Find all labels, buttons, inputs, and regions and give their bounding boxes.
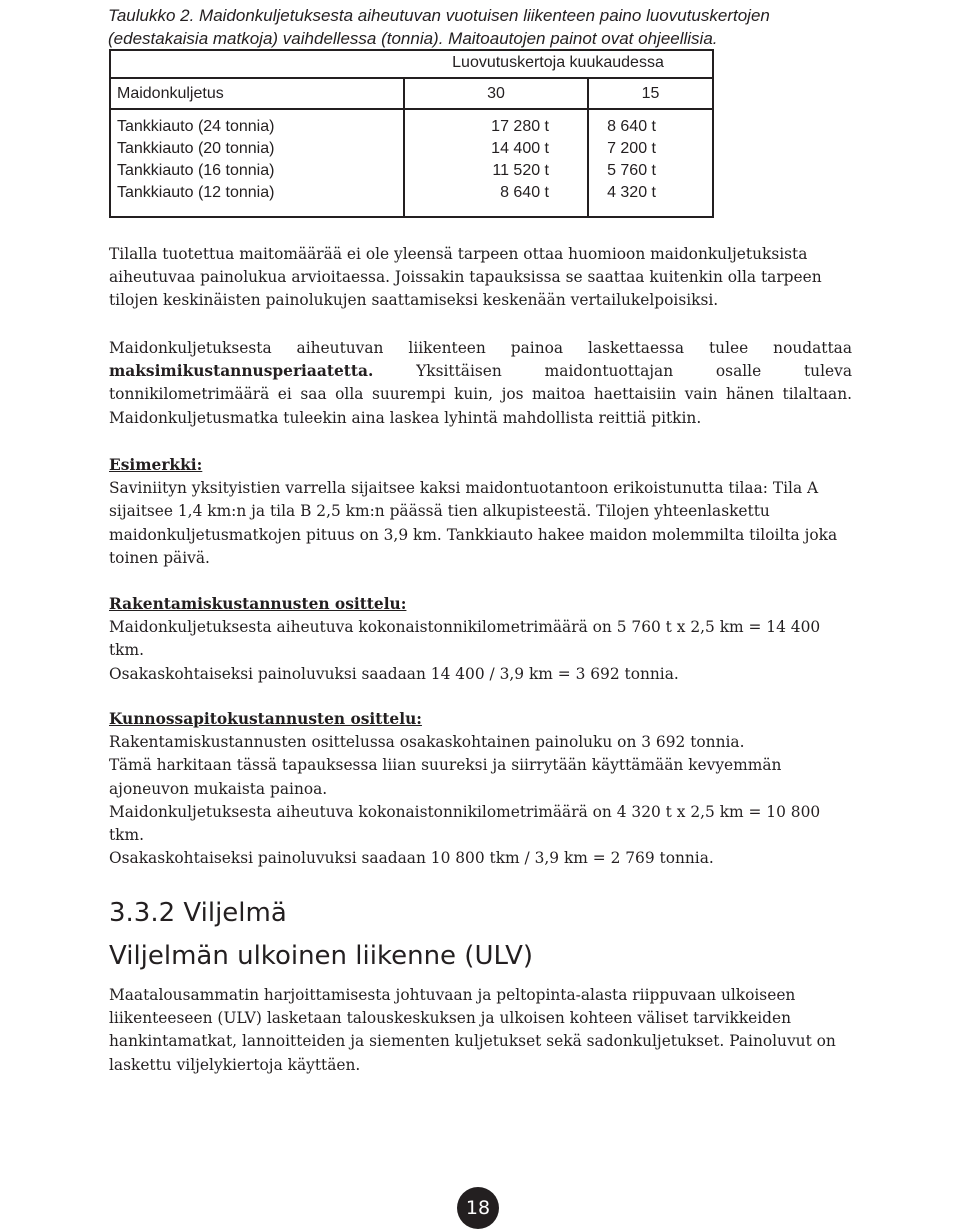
example-text: Saviniityn yksityistien varrella sijaitsee kaksi maidontuotantoon erikoistunutta tilaa: Tila A sijaitsee 1,4 km:n ja tila B 2,5 km:n päässä tien alkupisteestä. Tilojen yhteenlaskettu maidonkuljetusmatkojen pituus on 3,9 km. Tankkiauto hakee maidon molemmilta tiloilta joka toinen päivä. — [109, 479, 838, 567]
table-cell: 8 640 t — [588, 109, 712, 138]
table-cell: Tankkiauto (20 tonnia) — [117, 140, 275, 157]
column-header: Maidonkuljetus — [109, 78, 404, 109]
construction-line: Maidonkuljetuksesta aiheutuva kokonaistonnikilometrimäärä on 5 760 t x 2,5 km = 14 400 tkm. — [109, 618, 821, 660]
table-cell: 7 200 t — [607, 140, 656, 157]
table-row — [109, 138, 712, 160]
construction-section — [109, 593, 852, 686]
construction-heading: Rakentamiskustannusten osittelu: — [109, 595, 407, 613]
table-group-header-row — [109, 49, 712, 78]
table-cell: 14 400 t — [404, 138, 588, 160]
table-cell: 11 520 t — [404, 160, 588, 182]
page-number: 18 — [457, 1187, 499, 1229]
table-row — [109, 160, 712, 182]
bold-term: maksimikustannusperiaatetta. — [109, 362, 374, 381]
maintenance-line: Tämä harkitaan tässä tapauksessa liian suureksi ja siirrytään käyttämään kevyemmän ajoneuvon mukaista painoa. — [109, 756, 782, 798]
maintenance-line: Maidonkuljetuksesta aiheutuva kokonaistonnikilometrimäärä on 4 320 t x 2,5 km = 10 800 tkm. — [109, 802, 821, 845]
weights-table — [109, 49, 712, 218]
table-row — [109, 109, 712, 138]
section-subheading: Viljelmän ulkoinen liikenne (ULV) — [109, 941, 534, 971]
example-heading: Esimerkki: — [109, 456, 203, 474]
column-header: 15 — [588, 78, 712, 109]
section-heading: 3.3.2 Viljelmä — [109, 898, 287, 928]
table-caption: Taulukko 2. Maidonkuljetuksesta aiheutuvan vuotuisen liikenteen paino luovutuskertojen (edestakaisia matkoja) vaihdellessa (tonnia). Maitoautojen painot ovat ohjeellisia. — [108, 6, 770, 48]
table-cell: Tankkiauto (24 tonnia) — [109, 109, 404, 138]
table-cell: 8 640 t — [404, 182, 588, 204]
paragraph-weight-note: Tilalla tuotettua maitomäärää ei ole yleensä tarpeen ottaa huomioon maidonkuljetuksista aiheutuvaa painolukua arvioitaessa. Joissakin tapauksissa se saattaa kuitenkin olla tarpeen tilojen keskinäisten painolukujen saattamiseksi keskenään vertailukelpoisiksi. — [109, 245, 822, 310]
maintenance-heading: Kunnossapitokustannusten osittelu: — [109, 710, 422, 728]
paragraph-max-cost-principle: Maidonkuljetuksesta aiheutuvan liikenteen painoa laskettaessa tulee noudattaa maksimikustannusperiaatetta. Yksittäisen maidontuottajan osalle tuleva tonnikilometrimäärä ei saa olla suurempi kuin, jos maitoa haettaisiin vain hänen tilaltaan. Maidonkuljetusmatka tuleekin aina laskea lyhintä mahdollista reittiä pitkin. — [109, 339, 852, 427]
group-header: Luovutuskertoja kuukaudessa — [452, 54, 664, 71]
table-cell: 4 320 t — [607, 184, 656, 201]
maintenance-line: Osakaskohtaiseksi painoluvuksi saadaan 10 800 tkm / 3,9 km = 2 769 tonnia. — [109, 849, 714, 868]
paragraph-ulv: Maatalousammatin harjoittamisesta johtuvaan ja peltopinta-alasta riippuvaan ulkoiseen liikenteeseen (ULV) lasketaan talouskeskuksen ja ulkoisen kohteen väliset tarvikkeiden hankintamatkat, lannoitteiden ja siementen kuljetukset sekä sadonkuljetukset. Painoluvut on laskettu viljelykiertoja käyttäen. — [109, 986, 836, 1074]
column-header: 30 — [404, 78, 588, 109]
maintenance-section — [109, 708, 852, 870]
example-section — [109, 454, 852, 570]
table-cell: Tankkiauto (16 tonnia) — [117, 162, 275, 179]
table-cell: 5 760 t — [607, 162, 656, 179]
maintenance-line: Rakentamiskustannusten osittelussa osakaskohtainen painoluku on 3 692 tonnia. — [109, 733, 745, 752]
table-column-header-row — [109, 78, 712, 109]
table-cell: Tankkiauto (12 tonnia) — [117, 184, 275, 201]
table-cell: 17 280 t — [404, 109, 588, 138]
construction-line: Osakaskohtaiseksi painoluvuksi saadaan 14 400 / 3,9 km = 3 692 tonnia. — [109, 664, 679, 683]
table-row — [109, 182, 712, 204]
